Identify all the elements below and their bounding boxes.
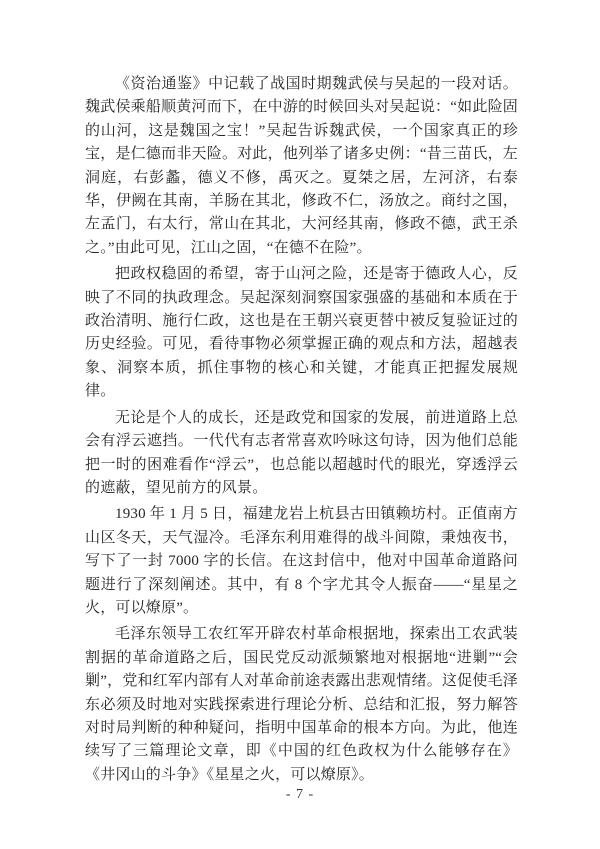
paragraph-1: 《资治通鉴》中记载了战国时期魏武侯与吴起的一段对话。魏武侯乘船顺黄河而下，在中游的时候回头对吴起说：“如此险固的山河，这是魏国之宝！”吴起告诉魏武侯，一个国家真正的珍宝，是仁德而非天险。对此，他列举了诸多史例：“昔三苗氏，左洞庭，右彭蠡，德义不修，禹灭之。夏桀之居，左河济，右泰华，伊阙在其南，羊肠在其北，修政不仁，汤放之。商纣之国，左孟门，右太行，常山在其北，大河经其南，修政不德，武王杀之。”由此可见，江山之固，“在德不在险”。: [85, 76, 518, 256]
document-body: [85, 73, 518, 790]
page-number: - 7 -: [285, 787, 315, 802]
paragraph-3: 无论是个人的成长，还是政党和国家的发展，前进道路上总会有浮云遮挡。一代代有志者常喜欢吟咏这句诗，因为他们总能把一时的困难看作“浮云”，也总能以超越时代的眼光，穿透浮云的遮蔽，望见前方的风景。: [85, 409, 518, 496]
paragraph-5: 毛泽东领导工农红军开辟农村革命根据地，探索出工农武装割据的革命道路之后，国民党反动派频繁地对根据地“进剿”“会剿”，党和红军内部有人对革命前途表露出悲观情绪。这促使毛泽东必须及时地对实践探索进行理论分析、总结和汇报，努力解答对时局判断的种种疑问，指明中国革命的根本方向。为此，他连续写了三篇理论文章，即《中国的红色政权为什么能够存在》《井冈山的斗争》《星星之火，可以燎原》。: [85, 626, 518, 783]
paragraph-2: 把政权稳固的希望，寄于山河之险，还是寄于德政人心，反映了不同的执政理念。吴起深刻洞察国家强盛的基础和本质在于政治清明、施行仁政，这也是在王朝兴衰更替中被反复验证过的历史经验。可见，看待事物必须掌握正确的观点和方法，超越表象、洞察本质，抓住事物的核心和关键，才能真正把握发展规律。: [85, 266, 518, 400]
paragraph-4: 1930 年 1 月 5 日，福建龙岩上杭县古田镇赖坊村。正值南方山区冬天，天气湿冷。毛泽东利用难得的战斗间隙，秉烛夜书，写下了一封 7000 字的长信。在这封信中，他对中国革命道路问题进行了深刻阐述。其中，有 8 个字尤其令人振奋——“星星之火，可以燎原”。: [85, 506, 518, 616]
